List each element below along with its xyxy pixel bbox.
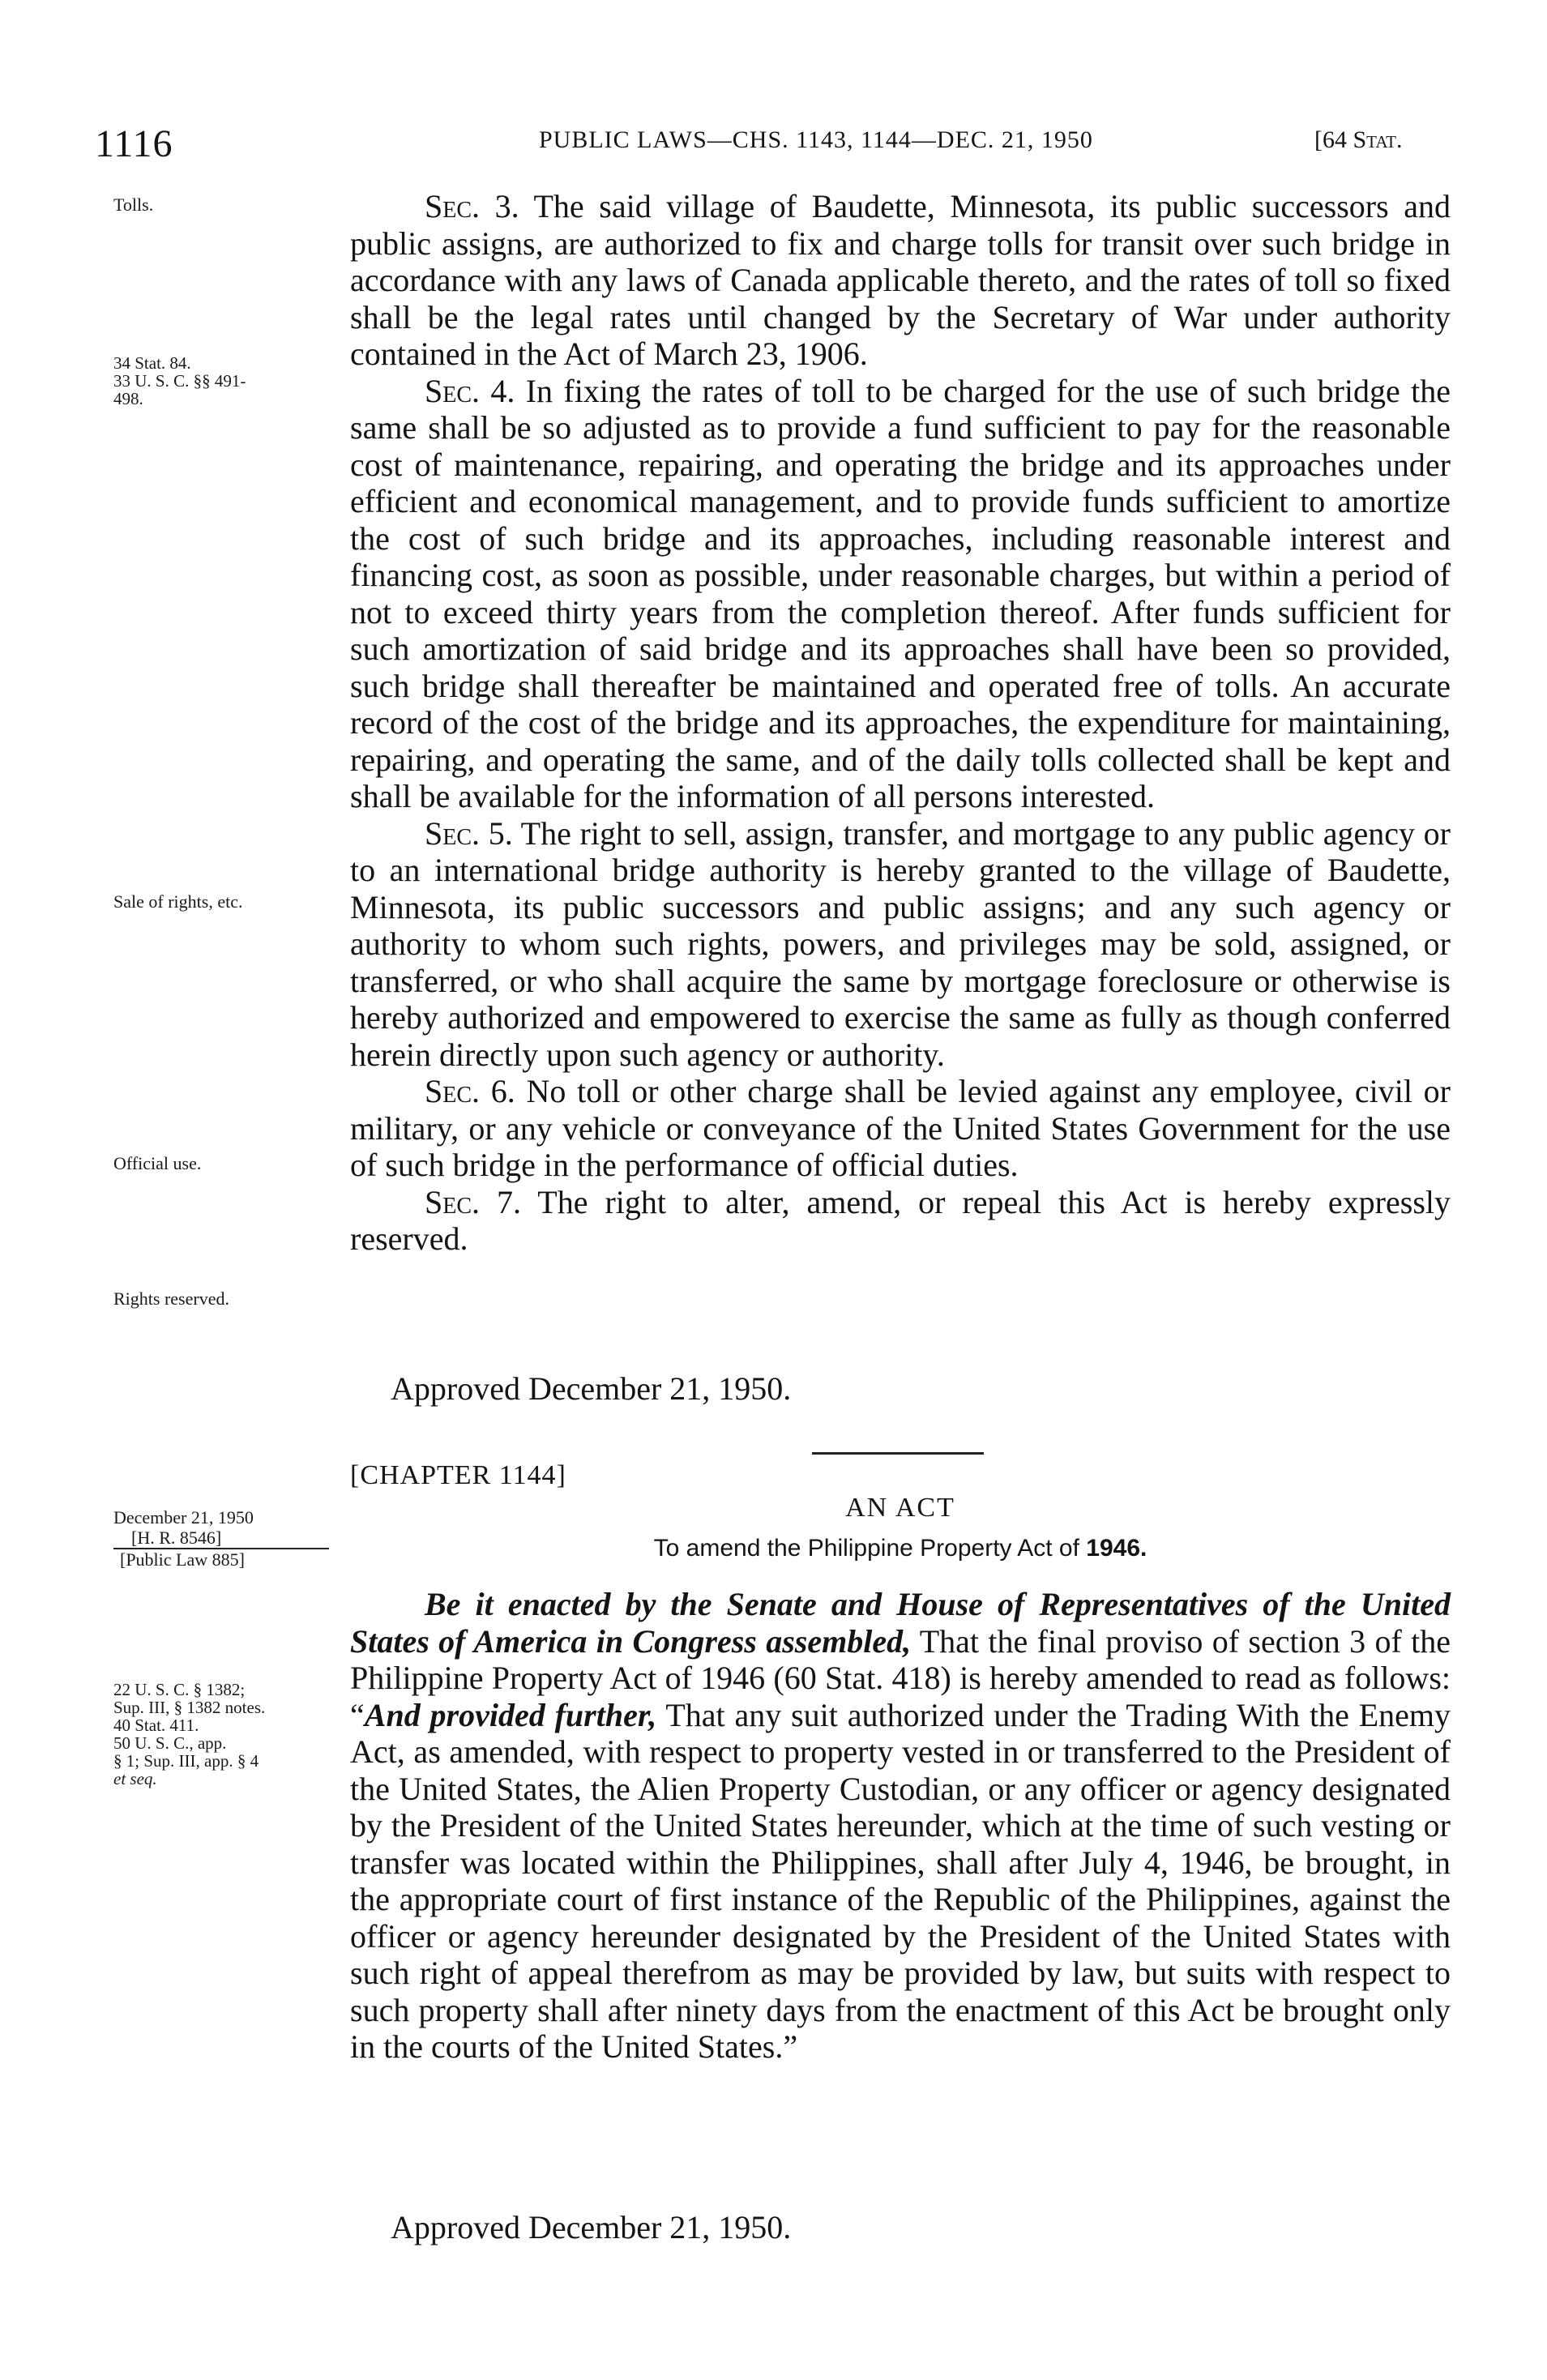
margin-note-text: Official use. [113,1153,202,1173]
section-3 [350,188,1451,373]
an-act-heading: AN ACT [845,1493,955,1523]
citation-line: 34 Stat. 84. [113,353,191,373]
chapter-1143-body [350,188,1451,1258]
margin-note-tolls [113,194,332,215]
bill-date: December 21, 1950 [113,1507,254,1528]
section-label: Sec. 5. [425,814,513,852]
enacting-paragraph [350,1586,1451,2066]
citation-line: 22 U. S. C. § 1382; [113,1680,246,1699]
act-title-text: To amend the Philippine Property Act of [653,1535,1087,1562]
section-text: The right to sell, assign, transfer, and mortgage to any public agency or to an international bridge authority is hereby granted to the village of Baudette, Minnesota, its public successors and public assigns; and any such agency or authority to whom such rights, powers, and privileges may be sold, assigned, or transferred, or who shall acquire the same by mortgage foreclosure or otherwise is hereby authorized and empowered to exercise the same as fully as though conferred herein directly upon such agency or authority. [350,814,1451,1073]
chapter-label: [CHAPTER 1144] [350,1460,566,1490]
section-7 [350,1184,1451,1258]
approval-date-1: Approved December 21, 1950. [391,1370,792,1407]
section-text: The said village of Baudette, Minnesota, its public successors and public assigns, are authorized to fix and charge tolls for transit over such bridge in accordance with any laws of Canada applicable thereto, and the rates of toll so fixed shall be the legal rates until changed by the Secretary of War under authority contained in the Act of March 23, 1906. [350,188,1451,372]
approval-date-2: Approved December 21, 1950. [391,2209,792,2245]
page-number: 1116 [95,122,173,165]
margin-note-official-use [113,1153,332,1173]
act-text: That the final proviso of section 3 of the Philippine Property Act of 1946 (60 Stat. 418) is hereby amended to read as follows: “ [350,1622,1451,1733]
volume-suffix: Stat. [1353,126,1403,153]
section-text: No toll or other charge shall be levied against any employee, civil or military, or any vehicle or conveyance of the United States Government for the use of such bridge in the performance of official duties. [350,1073,1451,1183]
section-label: Sec. 3. [425,188,519,224]
act-title-year: 1946. [1086,1535,1147,1562]
volume-reference [1314,126,1403,154]
margin-note-usc-citations [113,1681,332,1788]
act-text: That any suit authorized under the Trading With the Enemy Act, as amended, with respect to property vested in or transferred to the President of the United States, the Alien Property Custodian, or any officer or agency designated by the President of the United States hereunder, which at the time of such vesting or transfer was located within the Philippines, shall after July 4, 1946, be brought, in the appropriate court of first instance of the Republic of the Philippines, against the officer or agency hereunder designated by the President of the United States with such right of appeal therefrom as may be provided by law, but suits with respect to such property shall after ninety days from the enactment of this Act be brought only in the courts of the United States.” [350,1696,1451,2065]
citation-line: 50 U. S. C., app. [113,1733,227,1753]
citation-line: 40 Stat. 411. [113,1716,199,1735]
volume-prefix: [64 [1314,126,1353,153]
section-4 [350,373,1451,815]
section-label: Sec. 4. [425,372,515,409]
margin-note-citation [113,354,332,408]
chapter-1144-body [350,1586,1451,2066]
running-title: PUBLIC LAWS—CHS. 1143, 1144—DEC. 21, 1950 [539,126,1093,153]
enacting-clause: Be it enacted by the Senate and House of Representatives of the United States of America in Congress assembled, [350,1586,1451,1660]
section-6 [350,1073,1451,1184]
section-5 [350,815,1451,1074]
section-label: Sec. 7. [425,1183,522,1220]
bill-number: [H. R. 8546] [131,1528,222,1548]
section-text: The right to alter, amend, or repeal this Act is hereby expressly reserved. [350,1183,1451,1257]
margin-note-rights-reserved [113,1288,332,1309]
running-header [0,122,1547,170]
margin-note-sale-of-rights [113,891,332,912]
citation-line: § 1; Sup. III, app. § 4 [113,1751,259,1771]
margin-note-text: Rights reserved. [113,1288,229,1309]
section-text: In fixing the rates of toll to be charged for the use of such bridge the same shall be so adjusted as to provide a fund sufficient to pay for the reasonable cost of maintenance, repairing, and operating the bridge and its approaches under efficient and economical management, and to provide funds sufficient to amortize the cost of such bridge and its approaches, including reasonable interest and financing cost, as soon as possible, under reasonable charges, but within a period of not to exceed thirty years from the completion thereof. After funds sufficient for such amortization of said bridge and its approaches shall have been so provided, such bridge shall thereafter be maintained and operated free of tolls. An accurate record of the cost of the bridge and its approaches, the expenditure for maintaining, repairing, and operating the same, and of the daily tolls collected shall be kept and shall be available for the information of all persons interested. [350,372,1451,814]
section-label: Sec. 6. [425,1073,515,1109]
act-title [350,1535,1451,1562]
margin-note-bill-info [113,1507,332,1570]
citation-line: 33 U. S. C. §§ 491- [113,371,246,391]
public-law-number: [Public Law 885] [113,1548,329,1570]
chapter-divider [812,1452,984,1455]
margin-note-text: Tolls. [113,194,154,215]
act-text-italic: And provided further, [364,1696,657,1733]
citation-line: et seq. [113,1769,157,1788]
citation-line: 498. [113,389,143,408]
margin-note-text: Sale of rights, etc. [113,891,243,912]
citation-line: Sup. III, § 1382 notes. [113,1698,266,1717]
